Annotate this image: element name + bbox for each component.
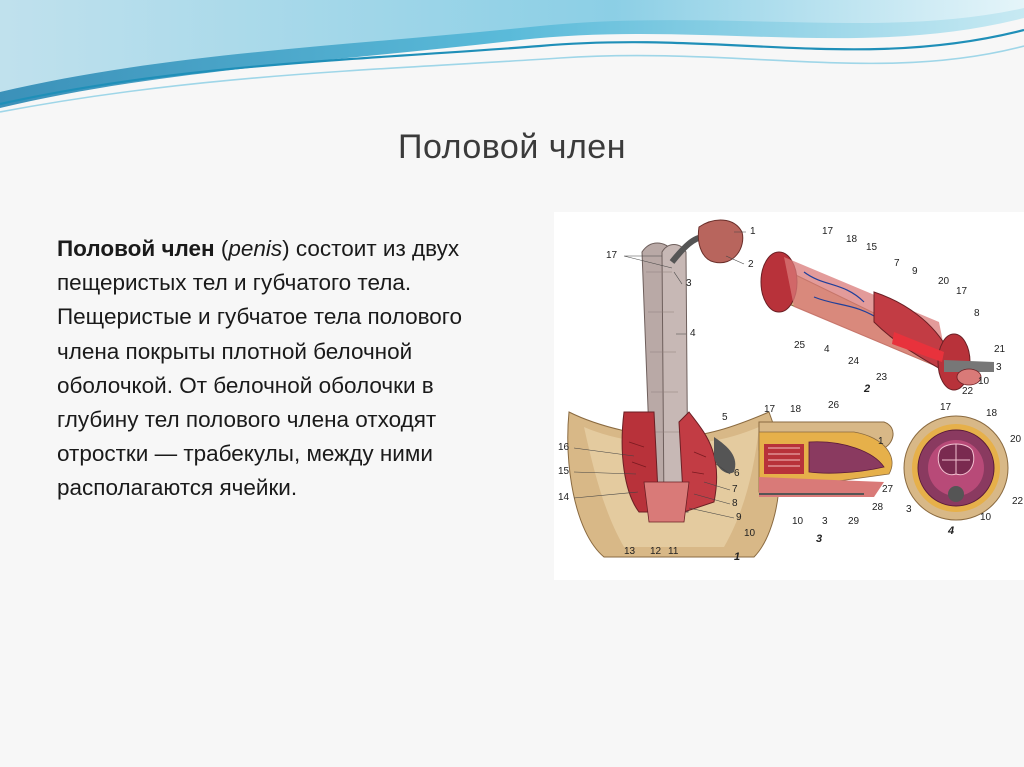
p2-label: 17 (956, 286, 968, 297)
p2-label: 15 (866, 242, 878, 253)
latin-open: ( (214, 236, 229, 261)
p2-label: 4 (824, 344, 830, 355)
body-paragraph (57, 232, 497, 506)
p3-label: 10 (792, 516, 804, 527)
p1-label: 6 (734, 468, 740, 479)
panel-2-number: 2 (864, 383, 871, 395)
p1-label: 2 (748, 259, 754, 270)
panel-4-illustration (904, 416, 1008, 520)
p4-label: 20 (1010, 434, 1022, 445)
slide-title: Половой член (398, 128, 626, 166)
panel-1-number: 1 (734, 551, 741, 563)
p1-label: 15 (558, 466, 570, 477)
p3-label: 29 (848, 516, 860, 527)
p1-label: 8 (732, 498, 738, 509)
p1-label: 9 (736, 512, 742, 523)
p1-label: 7 (732, 484, 738, 495)
p4-label: 3 (906, 504, 912, 515)
p1-label: 17 (606, 250, 618, 261)
p3-label: 3 (822, 516, 828, 527)
p2-label: 17 (822, 226, 834, 237)
p1-label: 10 (744, 528, 756, 539)
p2-label: 21 (994, 344, 1006, 355)
p3-label: 18 (790, 404, 802, 415)
p1-label: 14 (558, 492, 570, 503)
p1-label: 12 (650, 546, 662, 557)
term-bold: Половой член (57, 236, 215, 261)
panel-3-number: 3 (816, 533, 823, 545)
p1-label: 4 (690, 328, 696, 339)
anatomy-figure (554, 212, 1024, 580)
panel-2-illustration (761, 252, 994, 390)
panel-3-illustration (759, 422, 893, 497)
p2-label: 20 (938, 276, 950, 287)
p4-label: 22 (1012, 496, 1024, 507)
p3-label: 27 (882, 484, 894, 495)
panel-4-number: 4 (948, 525, 955, 537)
p1-label: 1 (750, 226, 756, 237)
p1-label: 3 (686, 278, 692, 289)
p3-label: 17 (764, 404, 776, 415)
p1-label: 16 (558, 442, 570, 453)
p2-label: 9 (912, 266, 918, 277)
body-rest: из двух пещеристых тел и губчатого тела. Пещеристые и губчатое тела полового члена покрыты плотной белочной оболочкой. От белочной оболочки в глубину тел полового члена отходят отростки — трабекулы, между ними располагаются ячейки. (57, 236, 463, 501)
p2-label: 23 (876, 372, 888, 383)
p2-label: 3 (996, 362, 1002, 373)
p4-label: 18 (986, 408, 998, 419)
p1-label: 5 (722, 412, 728, 423)
p3-label: 26 (828, 400, 840, 411)
latin-term: penis (228, 236, 283, 261)
p3-label: 28 (872, 502, 884, 513)
p2-label: 25 (794, 340, 806, 351)
p2-label: 10 (978, 376, 990, 387)
p2-label: 8 (974, 308, 980, 319)
p2-label: 24 (848, 356, 860, 367)
p4-label: 17 (940, 402, 952, 413)
panel-1-illustration (568, 220, 780, 557)
header-wave-decoration (0, 0, 1024, 120)
p3-label: 1 (878, 436, 884, 447)
p2-label: 18 (846, 234, 858, 245)
p1-label: 11 (668, 546, 679, 557)
p4-label: 10 (980, 512, 992, 523)
p2-label: 7 (894, 258, 900, 269)
anatomy-illustration (554, 212, 1024, 580)
p2-label: 22 (962, 386, 974, 397)
latin-close: ) состоит (282, 236, 377, 261)
p1-label: 13 (624, 546, 636, 557)
